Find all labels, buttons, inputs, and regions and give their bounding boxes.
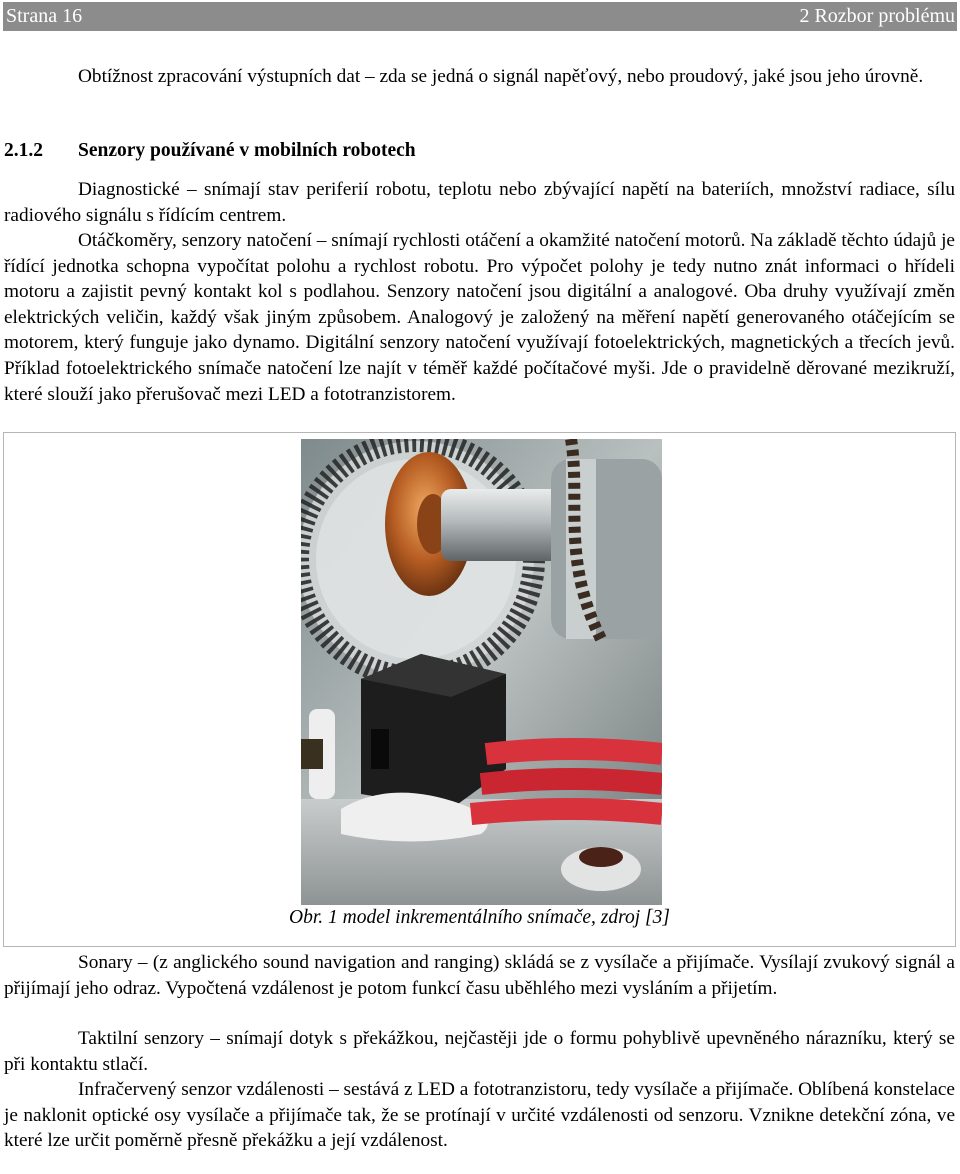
- section-title: Senzory používané v mobilních robotech: [78, 140, 416, 161]
- paragraph-infrared-sensor: Infračervený senzor vzdálenosti – sestává z LED a fototranzistoru, tedy vysílače a přijímače. Oblíbená konstelace je naklonit optické osy vysílače a přijímače tak, že se protínají v určité vzdálenosti od senzoru. Vznikne detekční zóna, ve které lze určit poměrně přesně překážku a její vzdálenost.: [4, 1079, 955, 1152]
- paragraph-tactile-sensors: Taktilní senzory – snímají dotyk s překážkou, nejčastěji jde o formu pohyblivě upevněného nárazníku, který se při kontaktu stlačí.: [4, 1028, 955, 1075]
- intro-paragraph: Obtížnost zpracování výstupních dat – zda se jedná o signál napěťový, nebo proudový, jaké jsou jeho úrovně.: [78, 66, 924, 87]
- page-number: Strana 16: [6, 5, 83, 27]
- figure-caption: Obr. 1 model inkrementálního snímače, zdroj [3]: [289, 907, 670, 928]
- paragraph-rotation-sensors: Otáčkoměry, senzory natočení – snímají rychlosti otáčení a okamžité natočení motorů. Na základě těchto údajů je řídící jednotka schopna vypočítat polohu a rychlost robotu. Pro výpočet polohy je tedy nutno znát informaci o hřídeli motoru a zajistit pevný kontakt kol s podlahou. Senzory natočení jsou digitální a analogové. Oba druhy využívají změn elektrických veličin, každý však jiným způsobem. Analogový je založený na měření napětí generovaného otáčejícím se motorem, který funguje jako dynamo. Digitální senzory natočení využívají fotoelektrických, magnetických a třecích jevů. Příklad fotoelektrického snímače natočení lze najít v téměř každé počítačové myši. Jde o pravidelně děrované mezikruží, které slouží jako přerušovač mezi LED a fototranzistorem.: [4, 230, 955, 405]
- paragraph-diagnostic: Diagnostické – snímají stav periferií robotu, teplotu nebo zbývající napětí na bateriích, množství radiace, sílu radiového signálu s řídícím centrem.: [4, 179, 955, 226]
- figure-box: [3, 432, 956, 947]
- chapter-title: 2 Rozbor problému: [799, 5, 955, 27]
- section-heading: [4, 138, 416, 164]
- paragraph-sonars: Sonary – (z anglického sound navigation and ranging) skládá se z vysílače a přijímače. Vysílají zvukový signál a přijímají jeho odraz. Vypočtená vzdálenost je potom funkcí času uběhlého mezi vysláním a přijetím.: [4, 952, 955, 999]
- encoder-photo: [301, 439, 662, 905]
- page-header: [3, 2, 957, 31]
- section-number: 2.1.2: [4, 140, 43, 161]
